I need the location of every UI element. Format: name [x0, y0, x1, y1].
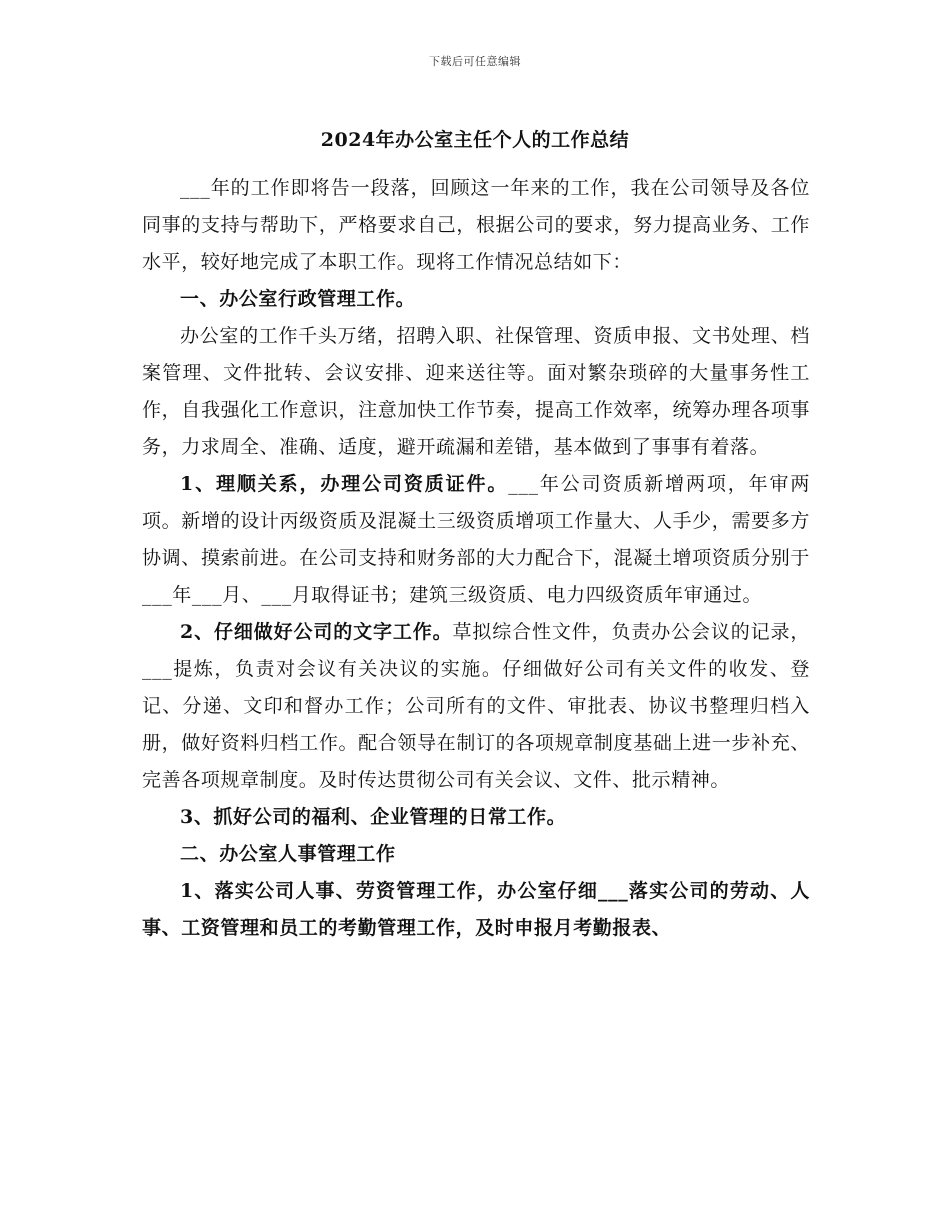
header-note: 下载后可任意编辑 [429, 55, 521, 68]
item-1-paragraph [142, 466, 810, 614]
section-1-paragraph: 办公室的工作千头万绪，招聘入职、社保管理、资质申报、文书处理、档案管理、文件批转、会议安排、迎来送往等。面对繁杂琐碎的大量事务性工作，自我强化工作意识，注意加快工作节奏，提高工作效率，统筹办理各项事务，力求周全、准确、适度，避开疏漏和差错，基本做到了事事有着落。 [142, 325, 810, 458]
item-3-heading: 3、抓好公司的福利、企业管理的日常工作。 [180, 806, 567, 828]
section-heading-2: 二、办公室人事管理工作 [180, 843, 396, 865]
item-2-text: 草拟综合性文件，负责办公会议的记录，___提炼，负责对会议有关决议的实施。仔细做好公司有关文件的收发、登记、分递、文印和督办工作；公司所有的文件、审批表、协议书整理归档入册，做好资料归档工作。配合领导在制订的各项规章制度基础上进一步补充、完善各项规章制度。及时传达贯彻公司有关会议、文件、批示精神。 [142, 621, 810, 791]
item-1-lead: 1、理顺关系，办理公司资质证件。 [180, 473, 509, 495]
section-heading-1: 一、办公室行政管理工作。 [180, 288, 416, 310]
item-4-paragraph: 1、落实公司人事、劳资管理工作，办公室仔细___落实公司的劳动、人事、工资管理和员工的考勤管理工作，及时申报月考勤报表、 [142, 880, 810, 939]
document-body [142, 170, 810, 947]
item-2-lead: 2、仔细做好公司的文字工作。 [180, 621, 453, 643]
item-1-text: ___年公司资质新增两项，年审两项。新增的设计丙级资质及混凝土三级资质增项工作量大、人手少，需要多方协调、摸索前进。在公司支持和财务部的大力配合下，混凝土增项资质分别于___年___月、___月取得证书；建筑三级资质、电力四级资质年审通过。 [142, 473, 810, 606]
item-2-paragraph [142, 614, 810, 799]
intro-paragraph: ___年的工作即将告一段落，回顾这一年来的工作，我在公司领导及各位同事的支持与帮助下，严格要求自己，根据公司的要求，努力提高业务、工作水平，较好地完成了本职工作。现将工作情况总结如下： [142, 177, 810, 273]
document-title: 2024年办公室主任个人的工作总结 [320, 129, 630, 151]
